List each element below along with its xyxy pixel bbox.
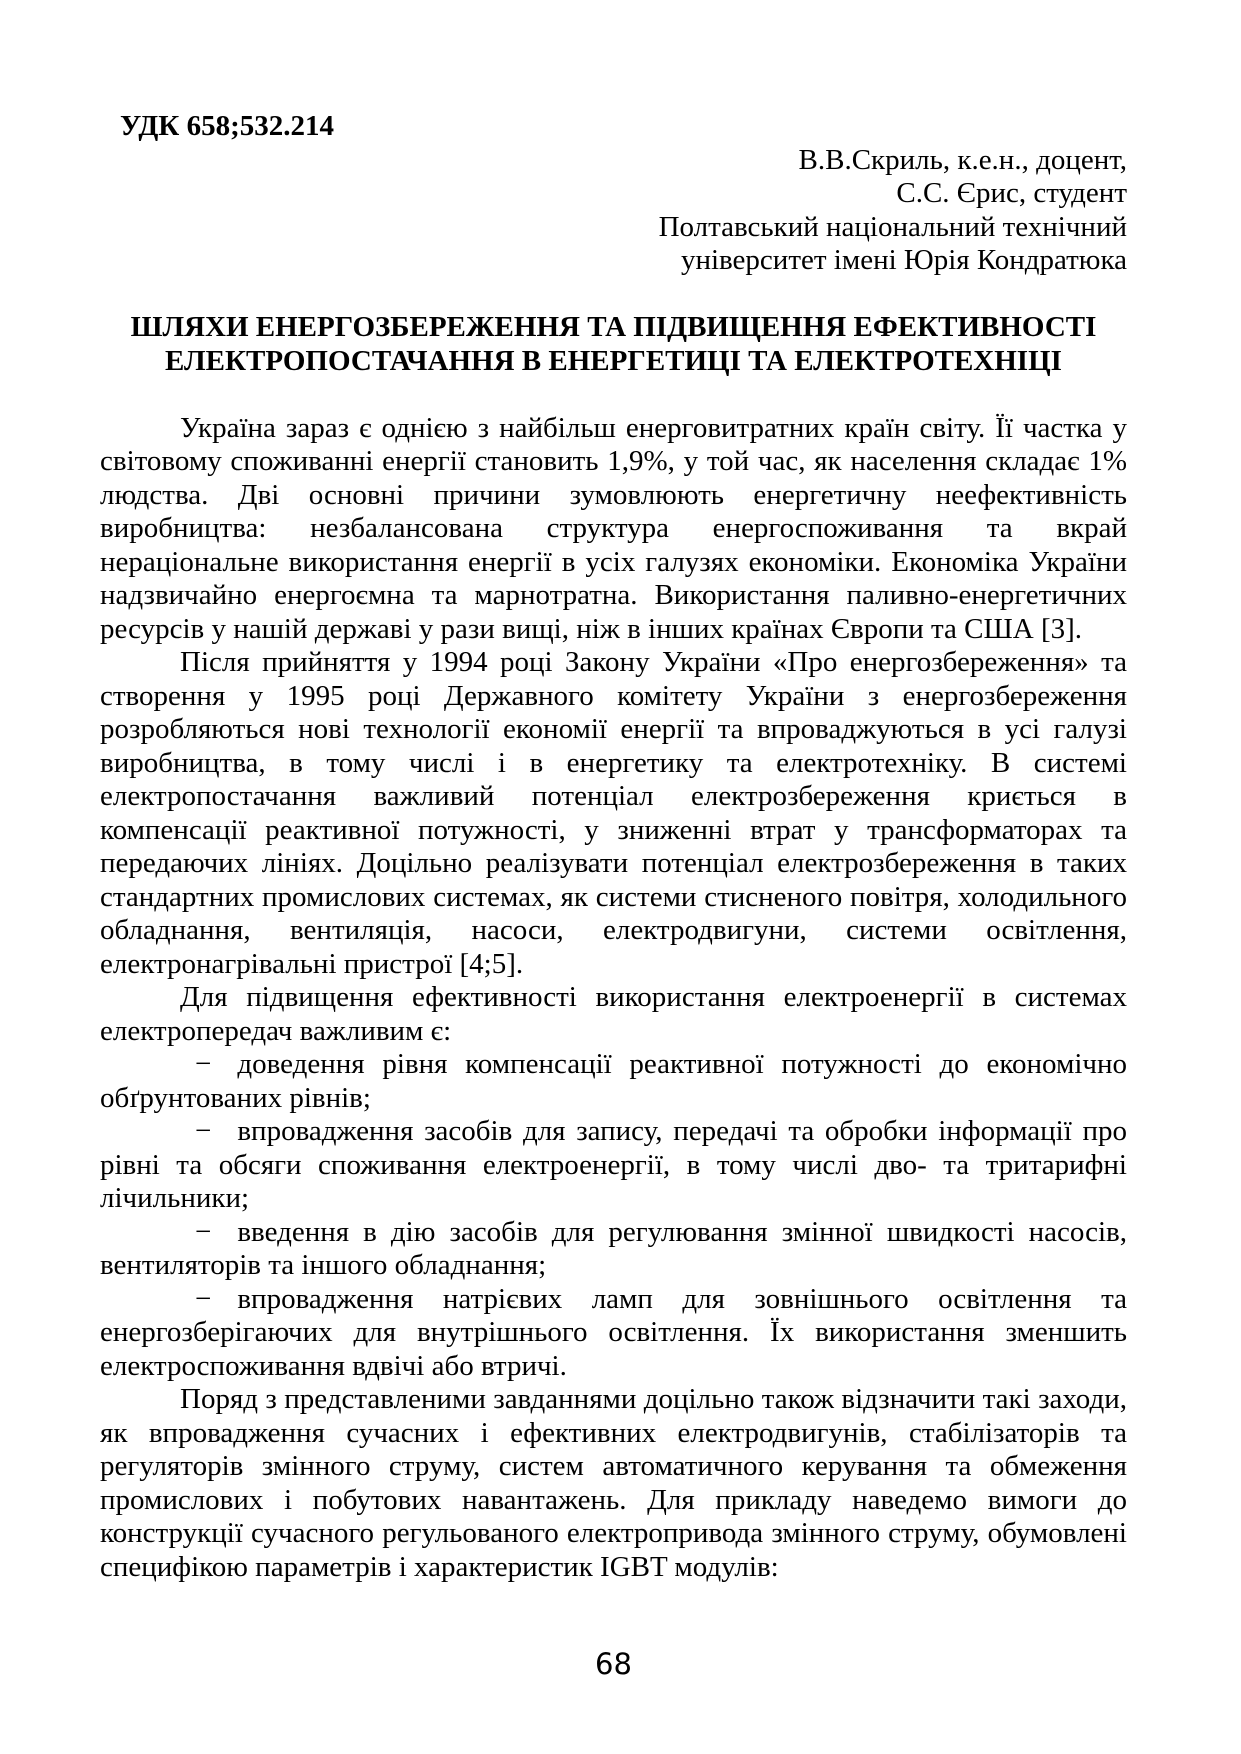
list-item-text: впровадження засобів для запису, передачі та обробки інформації про рівні та обсяги споживання електроенергії, в тому числі дво- та тритарифні лічильники; [100, 1115, 1127, 1214]
list-item-text: введення в дію засобів для регулювання змінної швидкості насосів, вентиляторів та іншого обладнання; [100, 1215, 1127, 1281]
list-dash-marker: − [195, 1215, 212, 1248]
author-block [100, 144, 1127, 278]
list-dash-marker: − [195, 1048, 212, 1080]
list-item-metering [100, 1115, 1127, 1216]
paragraph-law-1994: Після прийняття у 1994 році Закону України «Про енергозбереження» та створення у 1995 році Державного комітету України з енергозбереження розробляються нові технології економії енергії та впроваджуються в усі галузі виробництва, в тому числі і в енергетику та електротехніку. В системі електропостачання важливий потенціал електрозбереження криється в компенсації реактивної потужності, у зниженні втрат у трансформаторах та передаючих лініях. Доцільно реалізувати потенціал електрозбереження в таких стандартних промислових системах, як системи стисненого повітря, холодильного обладнання, вентиляція, насоси, електродвигуни, системи освітлення, електронагрівальні пристрої [4;5]. [100, 646, 1127, 980]
paragraph-intro: Україна зараз є однією з найбільш енерговитратних країн світу. Її частка у світовому споживанні енергії становить 1,9%, у той час, як населення складає 1% людства. Дві основні причини зумовлюють енергетичну неефективність виробництва: незбалансована структура енергоспоживання та вкрай нераціональне використання енергії в усіх галузях економіки. Економіка України надзвичайно енергоємна та марнотратна. Використання паливно-енергетичних ресурсів у нашій державі у рази вищі, ніж в інших країнах Європи та США [3]. [100, 411, 1127, 645]
udc-code: УДК 658;532.214 [120, 110, 334, 142]
paragraph-closing: Поряд з представленими завданнями доцільно також відзначити такі заходи, як впровадження сучасних і ефективних електродвигунів, стабілізаторів та регуляторів змінного струму, систем автоматичного керування та обмеження промислових і побутових навантажень. Для прикладу наведемо вимоги до конструкції сучасного регульованого електропривода змінного струму, обумовлені специфікою параметрів і характеристик IGBT модулів: [100, 1383, 1127, 1583]
list-dash-marker: − [195, 1282, 212, 1315]
title-line-1: ШЛЯХИ ЕНЕРГОЗБЕРЕЖЕННЯ ТА ПІДВИЩЕННЯ ЕФЕКТИВНОСТІ [130, 311, 1097, 343]
list-dash-marker: − [195, 1115, 212, 1147]
page-number: 68 [595, 1647, 632, 1681]
affiliation-line-2: університет імені Юрія Кондратюка [680, 244, 1127, 276]
page-content [100, 110, 1127, 1584]
paragraph-list-lead: Для підвищення ефективності використання електроенергії в системах електропередач важливим є: [100, 981, 1127, 1047]
article-title [100, 311, 1127, 378]
list-item-variable-speed [100, 1216, 1127, 1283]
affiliation-line-1: Полтавський національний технічний [658, 210, 1127, 243]
author-line-1: В.В.Скриль, к.е.н., доцент, [798, 143, 1127, 176]
list-item-reactive-power [100, 1048, 1127, 1115]
list-item-text: доведення рівня компенсації реактивної потужності до економічно обґрунтованих рівнів; [100, 1048, 1127, 1114]
title-line-2: ЕЛЕКТРОПОСТАЧАННЯ В ЕНЕРГЕТИЦІ ТА ЕЛЕКТРОТЕХНІЦІ [165, 344, 1062, 377]
author-line-2: С.С. Єрис, студент [896, 177, 1127, 209]
list-item-lamps [100, 1283, 1127, 1384]
list-item-text: впровадження натрієвих ламп для зовнішнього освітлення та енергозберігаючих для внутрішнього освітлення. Їх використання зменшить електроспоживання вдвічі або втричі. [100, 1282, 1127, 1382]
